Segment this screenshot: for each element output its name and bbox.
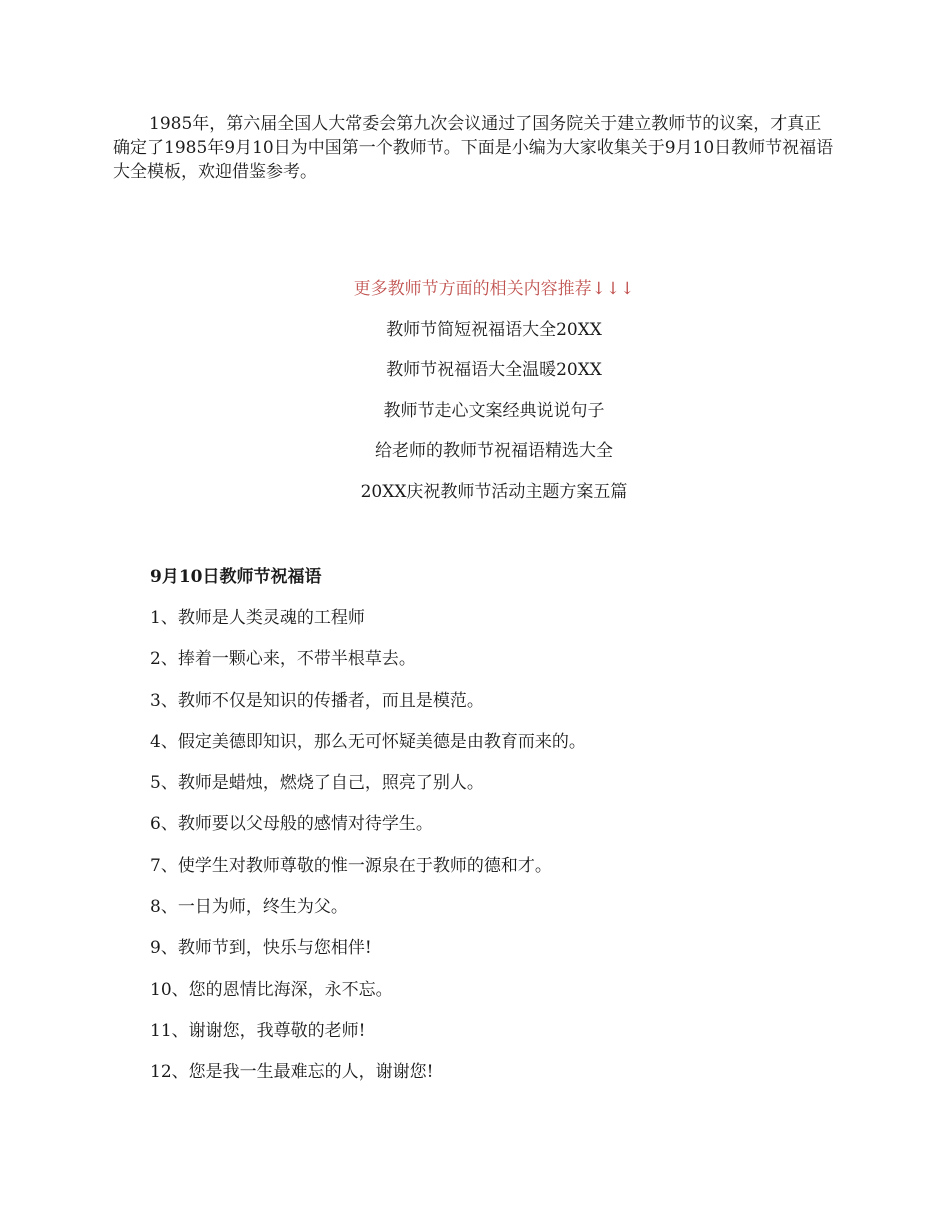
related-link[interactable]: 教师节祝福语大全温暖20XX [386,360,602,380]
list-item: 7、使学生对教师尊敬的惟一源泉在于教师的德和才。 [150,855,552,876]
list-item: 6、教师要以父母般的感情对待学生。 [150,814,433,835]
related-content-list [0,277,950,520]
section-title: 9月10日教师节祝福语 [150,567,322,587]
blessings-section [150,565,870,1102]
list-item: 11、谢谢您，我尊敬的老师! [150,1020,366,1041]
intro-paragraph: 1985年，第六届全国人大常委会第九次会议通过了国务院关于建立教师节的议案，才真正确定了1985年9月10日为中国第一个教师节。下面是小编为大家收集关于9月10日教师节祝福语大全模板，欢迎借鉴参考。 [113,114,834,182]
list-item: 2、捧着一颗心来，不带半根草去。 [150,649,416,670]
related-link[interactable]: 教师节简短祝福语大全20XX [386,319,602,340]
list-item: 12、您是我一生最难忘的人，谢谢您! [150,1062,434,1083]
list-item: 4、假定美德即知识，那么无可怀疑美德是由教育而来的。 [150,731,586,752]
related-heading: 更多教师节方面的相关内容推荐↓↓↓ [353,279,635,299]
list-item: 8、一日为师，终生为父。 [150,897,348,918]
related-link[interactable]: 教师节走心文案经典说说句子 [383,400,605,421]
list-item: 10、您的恩情比海深，永不忘。 [150,979,393,1000]
list-item: 5、教师是蜡烛，燃烧了自己，照亮了别人。 [150,773,484,794]
related-link[interactable]: 20XX庆祝教师节活动主题方案五篇 [360,481,628,502]
list-item: 3、教师不仅是知识的传播者，而且是模范。 [150,690,484,711]
list-item: 9、教师节到，快乐与您相伴! [150,938,372,959]
list-item: 1、教师是人类灵魂的工程师 [150,608,365,628]
related-link[interactable]: 给老师的教师节祝福语精选大全 [375,441,613,461]
